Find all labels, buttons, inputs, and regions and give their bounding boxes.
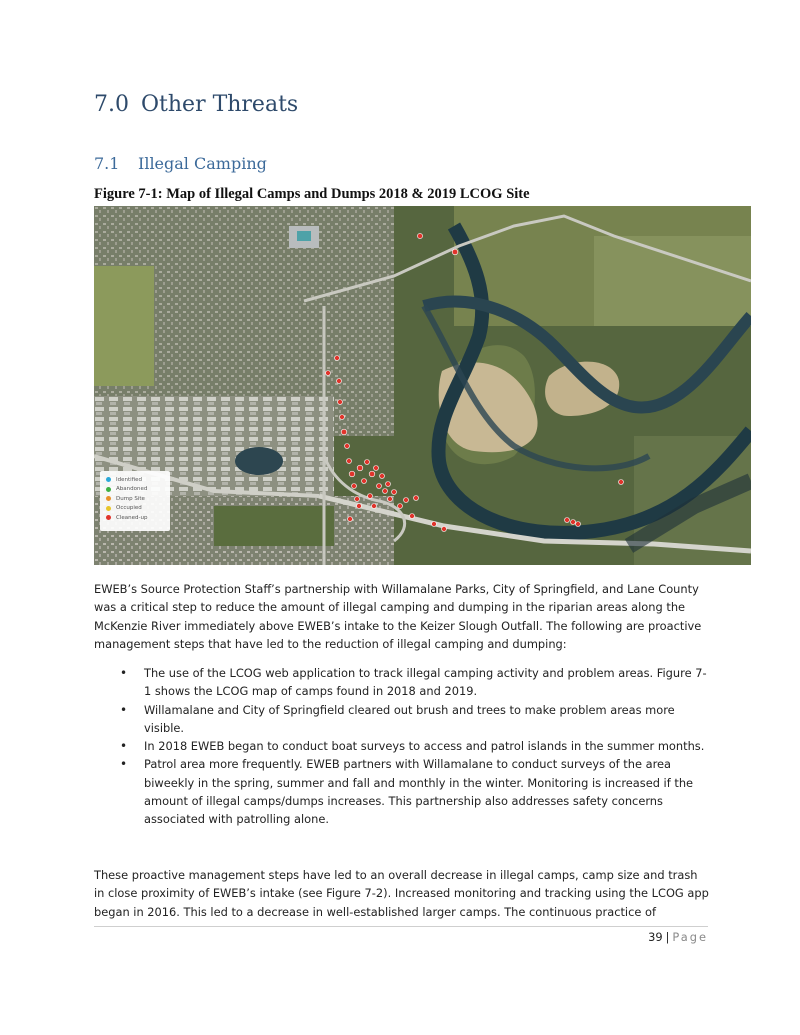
management-steps-list bbox=[94, 664, 710, 829]
legend-item-identified bbox=[106, 475, 170, 485]
page-footer bbox=[648, 930, 708, 944]
legend-label: Dump Site bbox=[116, 495, 145, 502]
legend-dot-cleaned-up bbox=[106, 515, 111, 520]
subsection-number: 7.1 bbox=[94, 154, 120, 173]
subsection-heading bbox=[94, 154, 267, 173]
footer-separator: | bbox=[665, 930, 670, 944]
legend-label: Abandoned bbox=[116, 486, 148, 493]
legend-dot-dump-site bbox=[106, 496, 111, 501]
satellite-map bbox=[94, 206, 751, 565]
legend-item-cleaned-up bbox=[106, 513, 170, 523]
list-item: • Patrol area more frequently. EWEB partners with Willamalane to conduct surveys of the area biweekly in the spring, summer and fall and monthly in the winter. Monitoring is increased if the amount of illegal camps/dumps increases. This partnership also addresses safety concerns associated with patrolling alone. bbox=[94, 755, 710, 828]
page-word: Page bbox=[672, 930, 708, 944]
section-number: 7.0 bbox=[94, 92, 129, 117]
list-item: • Willamalane and City of Springfield cleared out brush and trees to make problem areas more visible. bbox=[94, 701, 710, 738]
page-number: 39 bbox=[648, 930, 663, 944]
legend-label: Occupied bbox=[116, 505, 142, 512]
legend-label: Cleaned-up bbox=[116, 514, 148, 521]
subsection-title: Illegal Camping bbox=[138, 154, 267, 173]
footer-divider bbox=[94, 926, 708, 927]
legend-item-abandoned bbox=[106, 485, 170, 495]
section-heading bbox=[94, 92, 298, 117]
list-item: • In 2018 EWEB began to conduct boat surveys to access and patrol islands in the summer months. bbox=[94, 737, 710, 755]
intro-paragraph: EWEB’s Source Protection Staff’s partnership with Willamalane Parks, City of Springfield, and Lane County was a critical step to reduce the amount of illegal camping and dumping in the riparian areas along the McKenzie River immediately above EWEB’s intake to the Keizer Slough Outfall. The following are proactive management steps that have led to the reduction of illegal camping and dumping: bbox=[94, 582, 702, 651]
list-item: • The use of the LCOG web application to track illegal camping activity and problem areas. Figure 7-1 shows the LCOG map of camps found in 2018 and 2019. bbox=[94, 664, 710, 701]
legend-dot-abandoned bbox=[106, 487, 111, 492]
map-imagery bbox=[94, 206, 751, 565]
legend-dot-occupied bbox=[106, 506, 111, 511]
legend-label: Identified bbox=[116, 476, 143, 483]
figure-caption: Figure 7-1: Map of Illegal Camps and Dumps 2018 & 2019 LCOG Site bbox=[94, 186, 530, 202]
section-title: Other Threats bbox=[141, 92, 299, 117]
legend-item-dump-site bbox=[106, 494, 170, 504]
legend-dot-identified bbox=[106, 477, 111, 482]
legend-item-occupied bbox=[106, 504, 170, 514]
closing-paragraph: These proactive management steps have led to an overall decrease in illegal camps, camp size and trash in close proximity of EWEB’s intake (see Figure 7-2). Increased monitoring and tracking using the LCOG app began in 2016. This led to a decrease in well-established larger camps. The continuous practice of bbox=[94, 868, 709, 919]
map-legend bbox=[100, 471, 170, 531]
